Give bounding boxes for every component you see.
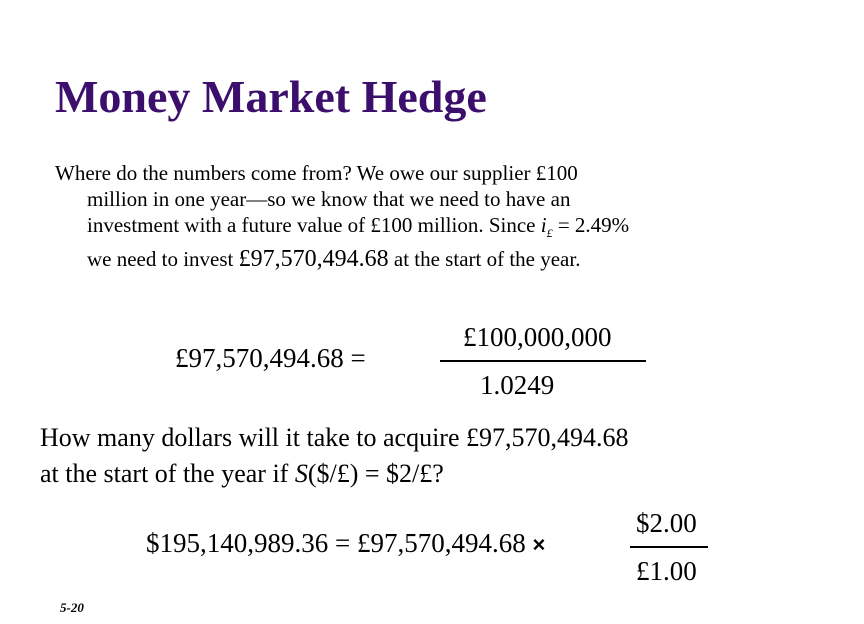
equation2-lhs: $195,140,989.36 = £97,570,494.68 × xyxy=(146,528,546,558)
interest-rate-value: = 2.49% xyxy=(552,213,630,237)
equation1-lhs: £97,570,494.68 = xyxy=(175,343,366,373)
paragraph-line: Where do the numbers come from? We owe our supplier £100 xyxy=(55,161,578,185)
paragraph-text: at the start of the year. xyxy=(388,247,581,272)
spot-rate-symbol: S xyxy=(294,459,308,488)
question-line: at the start of the year if S($/£) = $2/£? xyxy=(40,459,444,488)
equation2-numerator: $2.00 xyxy=(636,508,697,538)
interest-rate-symbol: $i_£$ xyxy=(540,213,553,241)
paragraph-line: million in one year—so we know that we need to have an xyxy=(87,187,571,211)
equation1-fraction-bar xyxy=(440,360,646,362)
equation2-fraction-bar xyxy=(630,546,708,548)
equation1-denominator: 1.0249 xyxy=(480,370,555,400)
paragraph-line xyxy=(55,212,855,246)
question-text xyxy=(40,420,840,492)
multiply-sign: × xyxy=(532,532,546,557)
equation1-numerator: £100,000,000 xyxy=(463,322,612,352)
interest-rate-subscript: £ xyxy=(546,226,553,241)
paragraph-line xyxy=(55,246,855,272)
paragraph-text: we need to invest xyxy=(87,247,239,272)
explanation-paragraph xyxy=(55,160,855,272)
investment-amount: £97,570,494.68 xyxy=(238,246,389,273)
slide-title: Money Market Hedge xyxy=(55,71,487,122)
paragraph-text: investment with a future value of £100 million. Since xyxy=(87,213,541,237)
slide-number: 5-20 xyxy=(60,600,84,615)
question-line: How many dollars will it take to acquire £97,570,494.68 xyxy=(40,423,629,452)
equation2-denominator: £1.00 xyxy=(636,556,697,586)
